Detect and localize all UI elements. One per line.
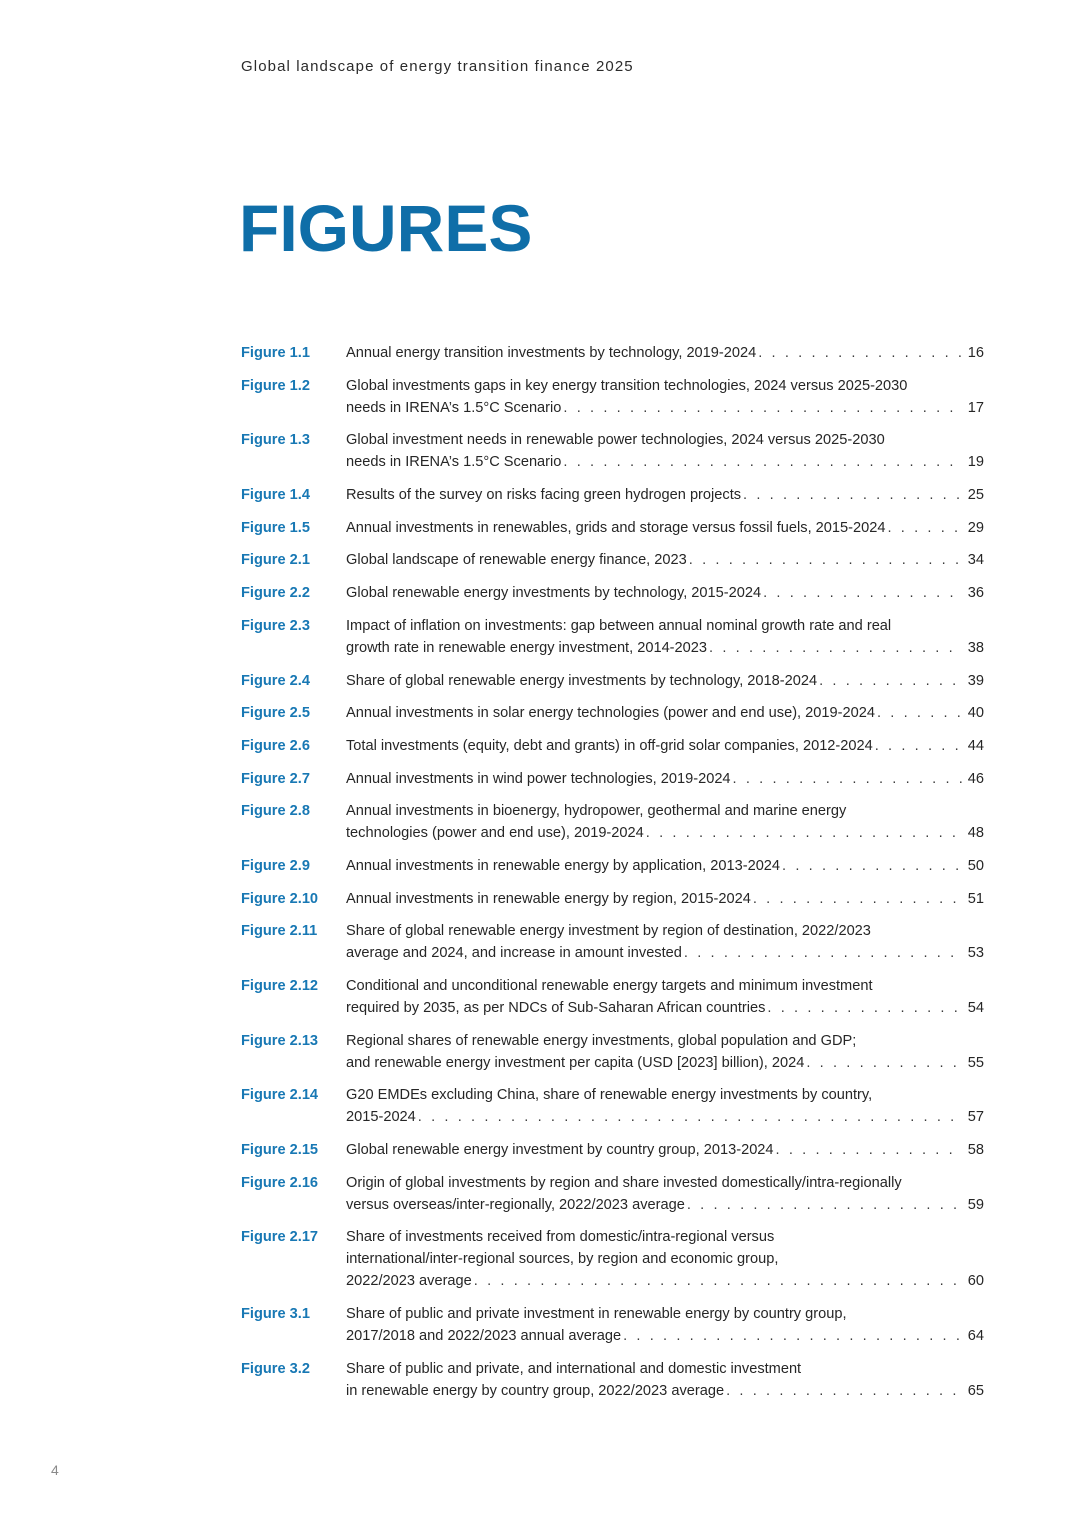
figure-title-line: Annual investments in renewables, grids and storage versus fossil fuels, 2015-2024 [346,519,886,536]
figure-label: Figure 2.6 [241,737,310,754]
figure-title [346,1172,984,1216]
figure-title-last-line [346,1194,984,1216]
figure-entry[interactable] [241,549,984,571]
dot-leader [474,1270,962,1292]
figure-title-last-line [346,997,984,1019]
figure-entry[interactable] [241,768,984,790]
figure-title-last-line [346,670,984,692]
figure-title-last-line [346,702,984,724]
figure-page-number[interactable]: 55 [967,1054,984,1071]
figure-title [346,800,984,844]
figure-page-number[interactable]: 39 [967,672,984,689]
dot-leader [887,517,962,539]
figure-title [346,342,984,364]
figure-entry[interactable] [241,888,984,910]
figure-title-line: Global investments gaps in key energy transition technologies, 2024 versus 2025-2030 [346,377,908,394]
figure-entry[interactable] [241,517,984,539]
dot-leader [563,397,962,419]
figure-label: Figure 3.2 [241,1360,310,1377]
figure-entry[interactable] [241,920,984,964]
figure-page-number[interactable]: 19 [967,454,984,471]
figure-label: Figure 1.4 [241,487,310,504]
figure-title-last-line [346,942,984,964]
figure-page-number[interactable]: 44 [967,737,984,754]
figure-label: Figure 2.5 [241,705,310,722]
figure-title-line: 2022/2023 average [346,1273,472,1290]
figure-entry[interactable] [241,670,984,692]
figure-entry[interactable] [241,735,984,757]
dot-leader [684,942,962,964]
figure-page-number[interactable]: 51 [967,890,984,907]
figure-title-last-line [346,1139,984,1161]
figure-title-line: 2017/2018 and 2022/2023 annual average [346,1328,622,1345]
figure-title-last-line [346,735,984,757]
dot-leader [806,1052,962,1074]
figure-label: Figure 2.17 [241,1229,319,1246]
figure-page-number[interactable]: 53 [967,945,984,962]
figure-entry[interactable] [241,855,984,877]
figure-title [346,1303,984,1347]
figure-title [346,920,984,964]
dot-leader [689,549,962,571]
figure-title-last-line [346,517,984,539]
figure-page-number[interactable]: 40 [967,705,984,722]
figure-title-line: Origin of global investments by region and share invested domestically/intra-regionally [346,1174,902,1191]
figure-title-line: international/inter-regional sources, by region and economic group, [346,1251,779,1268]
running-header: Global landscape of energy transition finance 2025 [241,58,634,75]
figure-title-line: Share of public and private investment in renewable energy by country group, [346,1306,847,1323]
figure-title-line: Share of global renewable energy investment by region of destination, 2022/2023 [346,923,871,940]
figure-title-line: required by 2035, as per NDCs of Sub-Saharan African countries [346,1000,766,1016]
figure-title-last-line [346,1106,984,1128]
figure-title [346,670,984,692]
figure-entry[interactable] [241,375,984,419]
dot-leader [875,735,962,757]
figure-title-line: Regional shares of renewable energy investments, global population and GDP; [346,1032,857,1049]
figure-title [346,1226,984,1292]
dot-leader [877,702,962,724]
figure-title [346,735,984,757]
figure-page-number[interactable]: 58 [967,1142,984,1159]
figure-label: Figure 1.5 [241,519,310,536]
figure-page-number[interactable]: 25 [967,487,984,504]
figure-title [346,1030,984,1074]
dot-leader [819,670,962,692]
figure-title-line: Conditional and unconditional renewable energy targets and minimum investment [346,978,873,994]
figure-label: Figure 2.7 [241,770,310,787]
figure-title-last-line [346,1052,984,1074]
figure-entry[interactable] [241,1303,984,1347]
figure-label: Figure 2.1 [241,552,310,569]
figure-title [346,549,984,571]
dot-leader [563,451,962,473]
figure-title [346,484,984,506]
figure-title-last-line [346,342,984,364]
figure-label: Figure 2.15 [241,1142,319,1159]
figure-entry[interactable] [241,702,984,724]
dot-leader [767,997,962,1019]
figure-title-line: Share of global renewable energy investments by technology, 2018-2024 [346,672,818,689]
figure-title-last-line [346,549,984,571]
figure-label: Figure 2.12 [241,978,319,994]
figure-label: Figure 1.2 [241,377,310,394]
dot-leader [776,1139,962,1161]
figure-title-line: Share of public and private, and international and domestic investment [346,1360,802,1377]
figure-title [346,975,984,1019]
figure-entry[interactable] [241,582,984,604]
figure-title [346,429,984,473]
figure-title-line: Annual investments in bioenergy, hydropower, geothermal and marine energy [346,803,847,820]
figure-entry[interactable] [241,800,984,844]
figure-entry[interactable] [241,1084,984,1128]
figure-title-last-line [346,768,984,790]
figure-label: Figure 2.13 [241,1032,319,1049]
dot-leader [743,484,962,506]
figure-title-last-line [346,397,984,419]
dot-leader [782,855,962,877]
figure-title-line: Share of investments received from domestic/intra-regional versus [346,1229,775,1246]
figure-label: Figure 2.8 [241,803,310,820]
figure-title-line: technologies (power and end use), 2019-2024 [346,825,644,842]
figure-entry[interactable] [241,342,984,364]
figure-title-line: Results of the survey on risks facing green hydrogen projects [346,487,742,504]
figure-title-line: Annual investments in renewable energy by region, 2015-2024 [346,890,751,907]
figure-title-line: in renewable energy by country group, 2022/2023 average [346,1382,725,1399]
figure-label: Figure 2.9 [241,857,310,874]
figure-title [346,1358,984,1402]
dot-leader [646,822,962,844]
dot-leader [733,768,962,790]
dot-leader [687,1194,962,1216]
figure-entry[interactable] [241,1172,984,1216]
figure-title [346,582,984,604]
figure-label: Figure 2.2 [241,585,310,602]
figure-title [346,517,984,539]
figure-title-last-line [346,1380,984,1402]
figure-title [346,702,984,724]
figure-title-last-line [346,888,984,910]
figure-label: Figure 2.11 [241,923,318,940]
page-title: FIGURES [239,191,533,265]
figure-title-last-line [346,484,984,506]
figure-label: Figure 3.1 [241,1306,310,1323]
figure-page-number[interactable]: 57 [967,1109,984,1126]
figure-entry[interactable] [241,429,984,473]
figure-title [346,888,984,910]
figure-title-line: Annual investments in renewable energy by application, 2013-2024 [346,857,781,874]
figure-title-line: Global landscape of renewable energy finance, 2023 [346,552,687,569]
figure-entry[interactable] [241,1030,984,1074]
figure-title-last-line [346,1270,984,1292]
figure-title-line: Impact of inflation on investments: gap between annual nominal growth rate and real [346,617,892,634]
figure-title-line: needs in IRENA’s 1.5°C Scenario [346,399,562,416]
figure-title-line: 2015-2024 [346,1109,416,1126]
figure-title-last-line [346,822,984,844]
figure-label: Figure 2.4 [241,672,310,689]
figure-page-number[interactable]: 16 [967,345,984,361]
dot-leader [758,342,962,364]
figure-title [346,615,984,659]
dot-leader [709,637,962,659]
figure-title-line: Total investments (equity, debt and grants) in off-grid solar companies, 2012-2024 [346,737,873,754]
figure-label: Figure 2.16 [241,1174,319,1191]
list-of-figures [241,342,984,1413]
figure-title [346,855,984,877]
figure-page-number[interactable]: 36 [967,585,984,602]
figure-page-number[interactable]: 34 [967,552,984,569]
figure-title-last-line [346,582,984,604]
figure-title [346,1084,984,1128]
figure-title-last-line [346,1325,984,1347]
figure-page-number[interactable]: 46 [967,770,984,787]
figure-title-line: needs in IRENA’s 1.5°C Scenario [346,454,562,471]
dot-leader [418,1106,962,1128]
figure-entry[interactable] [241,1358,984,1402]
dot-leader [753,888,962,910]
figure-page-number[interactable]: 29 [967,519,984,536]
figure-label: Figure 2.10 [241,890,319,907]
dot-leader [623,1325,962,1347]
figure-page-number[interactable]: 17 [967,399,984,416]
figure-title [346,1139,984,1161]
figure-page-number[interactable]: 54 [967,1000,984,1016]
figure-page-number[interactable]: 60 [967,1273,984,1290]
figure-label: Figure 1.3 [241,432,310,449]
figure-page-number[interactable]: 65 [967,1382,984,1399]
figure-title-line: growth rate in renewable energy investment, 2014-2023 [346,639,708,656]
figure-title-last-line [346,855,984,877]
figure-entry[interactable] [241,1139,984,1161]
figure-title-line: Annual investments in wind power technologies, 2019-2024 [346,770,731,787]
figure-title-line: average and 2024, and increase in amount invested [346,945,682,962]
dot-leader [726,1380,962,1402]
figure-entry[interactable] [241,975,984,1019]
figure-title-line: and renewable energy investment per capita (USD [2023] billion), 2024 [346,1054,805,1071]
dot-leader [763,582,962,604]
figure-title-line: Annual energy transition investments by technology, 2019-2024 [346,345,757,361]
figure-label: Figure 2.3 [241,617,310,634]
figure-entry[interactable] [241,1226,984,1292]
figure-title [346,768,984,790]
figure-page-number[interactable]: 64 [967,1328,984,1345]
figure-title-line: Annual investments in solar energy technologies (power and end use), 2019-2024 [346,705,875,722]
figure-title-last-line [346,637,984,659]
figure-page-number[interactable]: 59 [967,1196,984,1213]
page-number: 4 [51,1462,59,1478]
figure-page-number[interactable]: 38 [967,639,984,656]
figure-title-line: G20 EMDEs excluding China, share of renewable energy investments by country, [346,1087,873,1104]
figure-title-line: Global renewable energy investment by country group, 2013-2024 [346,1142,774,1159]
figure-page-number[interactable]: 48 [967,825,984,842]
figure-title [346,375,984,419]
figure-entry[interactable] [241,484,984,506]
figure-label: Figure 2.14 [241,1087,319,1104]
figure-page-number[interactable]: 50 [967,857,984,874]
figure-title-line: versus overseas/inter-regionally, 2022/2023 average [346,1196,685,1213]
figure-title-last-line [346,451,984,473]
figure-label: Figure 1.1 [241,345,310,361]
figure-title-line: Global renewable energy investments by technology, 2015-2024 [346,585,762,602]
figure-title-line: Global investment needs in renewable power technologies, 2024 versus 2025-2030 [346,432,885,449]
figure-entry[interactable] [241,615,984,659]
